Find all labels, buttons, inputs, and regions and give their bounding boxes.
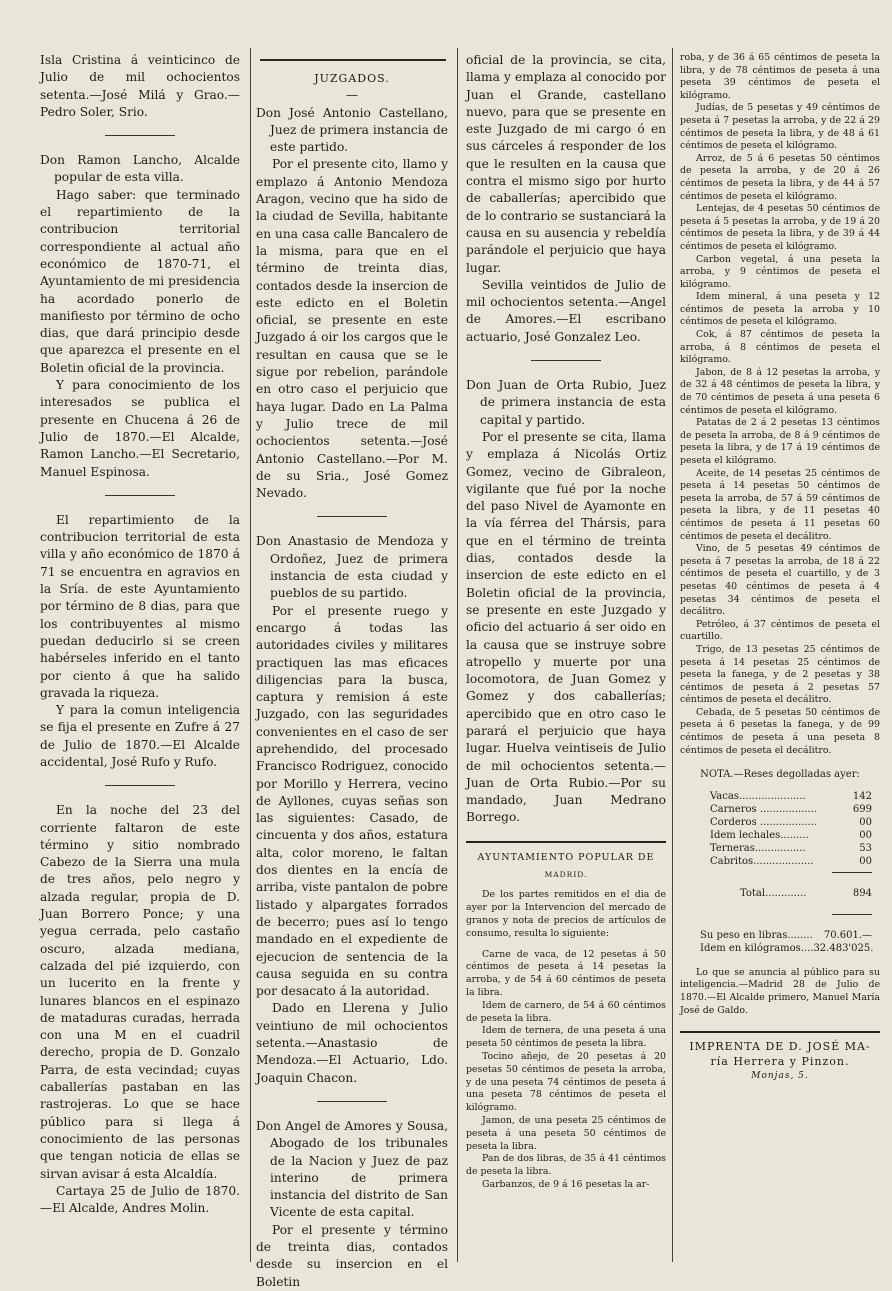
edict-mendoza-body: Por el presente ruego y encargo á todas las autoridades civiles y militares practiquen las mas eficaces diligencias para la busca, captura y remision á este Juzgado, con las seguridades convenientes en el caso de ser aprehendido, del procesado Francisco Rodriguez, conocido por Morillo y Herrera, vecino de Ayllones, cuyas señas son las siguientes: Casado, de cincuenta y dos años, estatura alta, color moreno, le faltan dos dientes en la encía de arriba, viste pantalon de pobre listado y alpargates forrados de becerro; pues así lo tengo mandado en el expediente de ejecucion de sentencia de la causa seguida en su contra por desacato á la autoridad.: [256, 603, 448, 999]
price-garbanzos: Garbanzos, de 9 á 16 pesetas la ar-: [482, 1178, 650, 1190]
edict-mendoza-title: Don Anastasio de Mendoza y Ordoñez, Juez de primera instancia de esta ciudad y pueblos de su partido.: [256, 534, 448, 601]
separator: [105, 135, 175, 136]
price-judias: Judías, de 5 pesetas y 49 céntimos de peseta á 7 pesetas la arroba, y de 22 á 29 céntimos de peseta la libra, y de 48 á 61 céntimos de peseta el kilógramo.: [680, 102, 880, 152]
price-carnero: Idem de carnero, de 54 á 60 céntimos de peseta la libra.: [466, 999, 666, 1024]
reses-row: [680, 855, 880, 868]
sum-rule: [832, 872, 872, 873]
libras-value: 70.601.—: [823, 929, 872, 941]
reses-label: Cabritos...................: [710, 855, 814, 867]
section-heading: JUZGADOS.: [314, 72, 390, 85]
column-1: [40, 52, 240, 1270]
printer-imprint: [680, 1039, 880, 1084]
kilos-label: Idem en kilógramos....: [700, 942, 814, 954]
edict-amores-title: Don Angel de Amores y Sousa, Abogado de los tribunales de la Nacion y Juez de paz interino de primera instancia del distrito de San Vicente de esta capital.: [256, 1118, 448, 1220]
kilos-value: 32.483'025.: [813, 942, 874, 954]
reses-label: Idem lechales.........: [710, 829, 809, 841]
price-list-start: [466, 889, 666, 1191]
weight-kilos-row: [680, 942, 880, 955]
reses-row: [680, 816, 880, 829]
closing-notice: Lo que se anuncia al público para su inteligencia.—Madrid 28 de Julio de 1870.—El Alcalde primero, Manuel María José de Galdo.: [680, 966, 880, 1016]
price-trigo: Trigo, de 13 pesetas 25 céntimos de peseta á 14 pesetas 25 céntimos de peseta la fanega, y de 2 pesetas y 38 céntimos de peseta á 2 pesetas 57 céntimos de peseta el decálitro.: [680, 643, 880, 706]
price-tocino: Tocino añejo, de 20 pesetas á 20 pesetas 50 céntimos de peseta la arroba, y de una peseta 74 céntimos de peseta á una peseta 78 céntimos de peseta el kilógramo.: [466, 1050, 666, 1114]
notice-cartaya-signature: Cartaya 25 de Julio de 1870.—El Alcalde, Andres Molin.: [40, 1183, 240, 1216]
separator: [105, 785, 175, 786]
printer-line-2: ría Herrera y Pinzon.: [710, 1055, 850, 1069]
reses-label: Vacas.....................: [710, 790, 806, 802]
separator: [832, 914, 872, 915]
reses-label: Carneros ..................: [710, 803, 818, 815]
section-rule: [466, 841, 666, 843]
price-cok: Cok, á 87 céntimos de peseta la arroba, á 8 céntimos de peseta el kilógramo.: [680, 329, 880, 366]
printer-line-1: IMPRENTA DE D. JOSÉ MA-: [689, 1040, 871, 1054]
separator: [531, 360, 601, 361]
notice-chucena-body: Hago saber: que terminado el repartimiento de la contribucion territorial correspondiente al actual año económico de 1870-71, el Ayuntamiento de mi presidencia ha acordado ponerlo de manifiesto por término de ocho dias, que dará principio desde que aparezca el presente en el Boletin oficial de la provincia.: [40, 187, 240, 375]
edict-amores-body: Por el presente y término de treinta dias, contados desde su insercion en el Boletin: [256, 1222, 448, 1289]
notice-chucena-title: Don Ramon Lancho, Alcalde popular de esta villa.: [40, 153, 240, 185]
price-lentejas: Lentejas, de 4 pesetas 50 céntimos de peseta á 5 pesetas la arroba, y de 19 á 20 céntimos de peseta la libra, y de 39 á 44 céntimos de peseta el kilógramo.: [680, 203, 880, 252]
price-carbon-mineral: Idem mineral, á una peseta y 12 céntimos de peseta la arroba y 10 céntimos de peseta el kilógramo.: [680, 291, 880, 328]
price-aceite: Aceite, de 14 pesetas 25 céntimos de peseta á 14 pesetas 50 céntimos de peseta la arroba, de 57 á 59 céntimos de peseta la libra, y de 11 pesetas 40 céntimos de peseta á 11 pesetas 60 céntimos de peseta el decálitro.: [680, 467, 880, 542]
reses-value: 00: [859, 829, 872, 841]
column-rule: [250, 48, 251, 1262]
price-carbon: Carbon vegetal, á una peseta la arroba, y 9 céntimos de peseta el kilógramo.: [680, 253, 880, 290]
reses-value: 53: [859, 842, 872, 854]
notice-cartaya-body: En la noche del 23 del corriente faltaron de este término y sitio nombrado Cabezo de la Sierra una mula de tres años, pelo negro y alzada regular, propia de D. Juan Borrero Ponce; y una yegua cerrada, pelo castaño oscuro, alzada mediana, calzada del pié izquierdo, con un lucerito en la frente y lunares blancos en el espinazo de mataduras curadas, herrada con una M en el cuadril derecho, propia de D. Gonzalo Parra, de esta vecindad; cuyas caballerías pastaban en las rastrojeras. Lo que se hace público para si llega á conocimiento de las personas que tengan noticia de ellas se sirvan avisar á esta Alcaldía.: [40, 803, 240, 1181]
nota-title: NOTA.—Reses degolladas ayer:: [700, 769, 860, 781]
edict-amores-signature: Sevilla veintidos de Julio de mil ochocientos setenta.—Angel de Amores.—El escribano actuario, José Gonzalez Leo.: [466, 277, 666, 344]
price-ternera: Idem de ternera, de una peseta á una peseta 50 céntimos de peseta la libra.: [466, 1025, 666, 1050]
separator: [317, 1101, 387, 1102]
edict-orta-body: Por el presente se cita, llama y emplaza á Nicolás Ortiz Gomez, vecino de Gibraleon, vigilante que fué por la noche del paso Nivel de Ayamonte en la vía férrea del Thársis, para que en el término de treinta dias, contados desde la insercion de este edicto en el Boletin oficial de la provincia, se presente en este Juzgado y oficio del actuario á ser oido en la causa que se instruye sobre atropello y muerte por una locomotora, de Juan Gomez y Gomez y dos caballerías; apercibido que en otro caso le parará el perjuicio que haya lugar. Huelva veintiseis de Julio de mil ochocientos setenta.—Juan de Orta Rubio.—Por su mandado, Juan Medrano Borrego.: [466, 429, 666, 825]
price-intro: De los partes remitidos en el dia de ayer por la Intervencion del mercado de granos y nota de precios de artículos de consumo, resulta lo siguiente:: [466, 889, 666, 939]
price-petroleo: Petróleo, á 37 céntimos de peseta el cuartillo.: [680, 618, 880, 643]
column-rule: [457, 48, 458, 1262]
edict-amores-continued: oficial de la provincia, se cita, llama y emplaza al conocido por Juan el Grande, castellano nuevo, para que se presente en este Juzgado de mi cargo ó en sus cárceles á responder de los que le resulten en la causa que contra el mismo sigo por hurto de caballerías; apercibido que de lo contrario se sustanciará la causa en su ausencia y rebeldía parándole el perjuicio que haya lugar.: [466, 53, 666, 275]
price-patatas: Patatas de 2 á 2 pesetas 13 céntimos de peseta la arroba, de 8 á 9 céntimos de peseta la libra, y de 17 á 19 céntimos de peseta el kilógramo.: [680, 417, 880, 466]
ayuntamiento-city: MADRID.: [544, 870, 588, 880]
reses-row: [680, 829, 880, 842]
price-pan: Pan de dos libras, de 35 á 41 céntimos de peseta la libra.: [466, 1153, 666, 1178]
section-rule: [680, 1031, 880, 1033]
total-value: 894: [852, 887, 872, 899]
price-vino: Vino, de 5 pesetas 49 céntimos de peseta á 7 pesetas la arroba, de 18 á 22 céntimos de peseta el cuartillo, y de 3 pesetas 40 céntimos de peseta á 4 pesetas 34 céntimos de peseta el decálitro.: [680, 543, 880, 618]
reses-row: [680, 842, 880, 855]
total-label: Total.............: [740, 887, 807, 899]
reses-label: Corderos ..................: [710, 816, 818, 828]
price-garbanzos-continued: roba, y de 36 á 65 céntimos de peseta la libra, y de 78 céntimos de peseta á una peseta 39 céntimos de peseta el kilógramo.: [680, 52, 880, 101]
edict-castellano-body: Por el presente cito, llamo y emplazo á Antonio Mendoza Aragon, vecino que ha sido de la ciudad de Sevilla, habitante en una casa calle Bancalero de la misma, para que en el término de treinta dias, contados desde la insercion de este edicto en el Boletin oficial, se presente en este Juzgado á oir los cargos que le resultan en causa que se le sigue por rebelion, parándole en otro caso el perjuicio que haya lugar. Dado en La Palma y Julio trece de mil ochocientos setenta.—José Antonio Castellano.—Por M. de su Sria., José Gomez Nevado.: [256, 157, 448, 501]
ayuntamiento-heading: AYUNTAMIENTO POPULAR DE: [477, 851, 655, 863]
edict-mendoza-signature: Dado en Llerena y Julio veintiuno de mil ochocientos setenta.—Anastasio de Mendoza.—El Actuario, Ldo. Joaquin Chacon.: [256, 1001, 448, 1085]
separator: [105, 495, 175, 496]
price-arroz: Arroz, de 5 á 6 pesetas 50 céntimos de peseta la arroba, y de 20 á 26 céntimos de peseta la libra, y de 44 á 57 céntimos de peseta el kilógramo.: [680, 152, 880, 202]
notice-chucena-signature: Y para conocimiento de los interesados se publica el presente en Chucena á 26 de Julio de 1870.—El Alcalde, Ramon Lancho.—El Secretario, Manuel Espinosa.: [40, 378, 240, 479]
libras-label: Su peso en libras........: [700, 929, 813, 941]
column-4: [680, 52, 880, 1270]
printer-address: Monjas, 5.: [751, 1071, 809, 1082]
reses-row: [680, 790, 880, 803]
reses-value: 699: [852, 803, 872, 815]
edict-castellano-title: Don José Antonio Castellano, Juez de primera instancia de este partido.: [256, 105, 448, 155]
column-2: [256, 52, 448, 1289]
price-vaca: Carne de vaca, de 12 pesetas á 50 céntimos de peseta á 14 pesetas la arroba, y de 54 á 60 céntimos de peseta la libra.: [466, 948, 666, 998]
price-jabon: Jabon, de 8 á 12 pesetas la arroba, y de 32 á 48 céntimos de peseta la libra, y de 70 céntimos de peseta á una peseta 6 céntimos de peseta el kilógramo.: [680, 366, 880, 416]
reses-value: 00: [859, 816, 872, 828]
reses-value: 00: [859, 855, 872, 867]
column-rule: [672, 48, 673, 1262]
notice-zufre-signature: Y para la comun inteligencia se fija el presente en Zufre á 27 de Julio de 1870.—El Alcalde accidental, José Rufo y Rufo.: [40, 703, 240, 769]
separator: [317, 516, 387, 517]
reses-row: [680, 803, 880, 816]
column-3: [466, 52, 666, 1270]
price-cebada: Cebada, de 5 pesetas 50 céntimos de peseta á 6 pesetas la fanega, y de 99 céntimos de peseta á una peseta 8 céntimos de peseta el decálitro.: [680, 706, 880, 756]
reses-value: 142: [852, 790, 872, 802]
reses-label: Terneras................: [710, 842, 806, 854]
heading-dash: —: [345, 88, 359, 103]
edict-orta-title: Don Juan de Orta Rubio, Juez de primera instancia de esta capital y partido.: [466, 378, 666, 427]
reses-total-row: [680, 887, 880, 900]
price-jamon: Jamon, de una peseta 25 céntimos de peseta á una peseta 50 céntimos de peseta la libra.: [466, 1114, 666, 1152]
weight-libras-row: [680, 929, 880, 942]
notice-isla-cristina: Isla Cristina á veinticinco de Julio de mil ochocientos setenta.—José Milá y Grao.—Pedro Soler, Srio.: [40, 53, 240, 119]
notice-zufre-body: El repartimiento de la contribucion territorial de esta villa y año económico de 1870 á 71 se encuentra en agravios en la Sría. de este Ayuntamiento por término de 8 dias, para que los contribuyentes al mismo puedan deducirlo si se creen habérseles inferido en el tanto por ciento á que ha salido gravada la riqueza.: [40, 512, 240, 700]
